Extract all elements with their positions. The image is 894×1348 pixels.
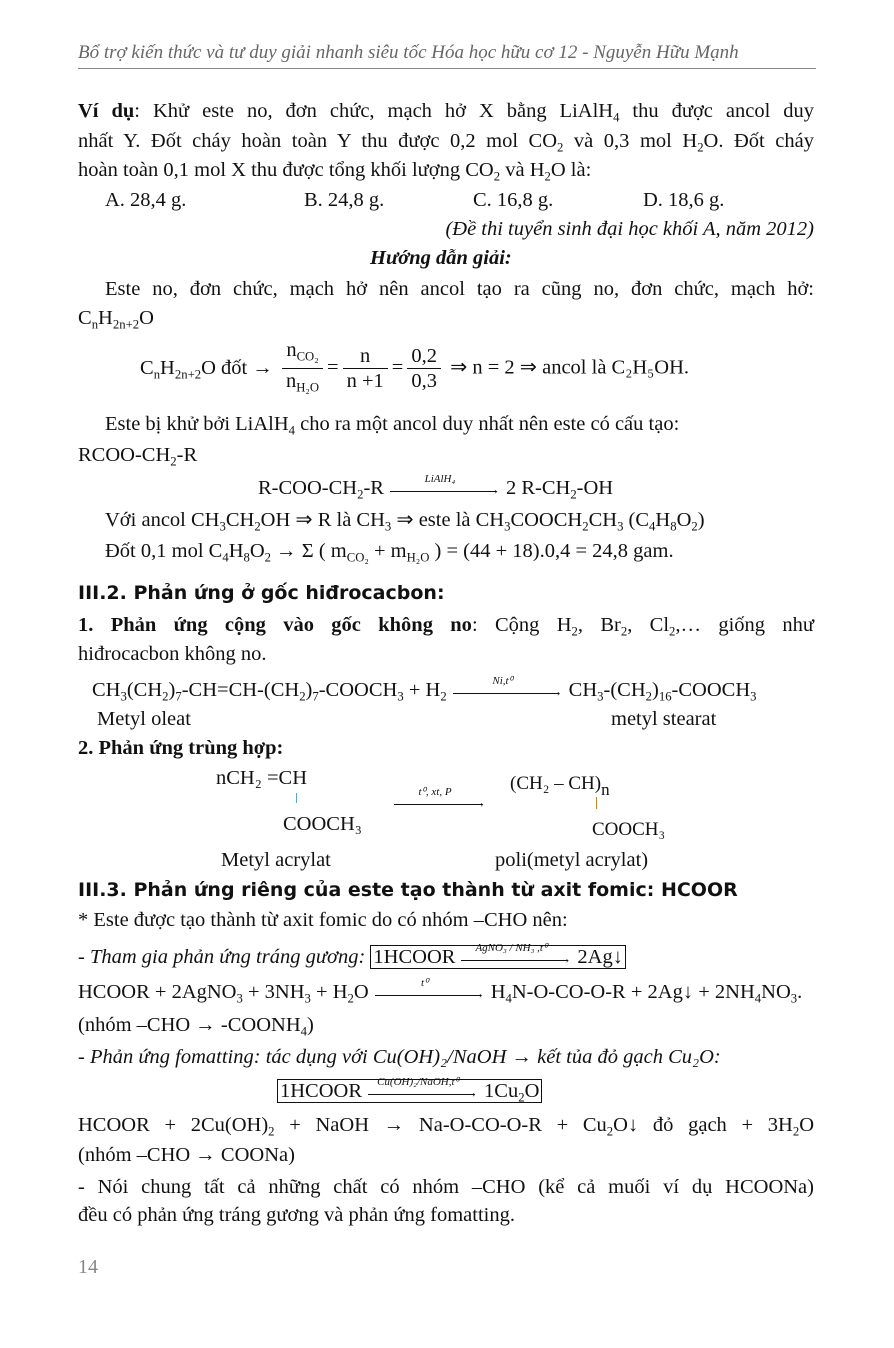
- text-run: n: [285, 370, 297, 393]
- text-run: O: [799, 1114, 814, 1136]
- text-run: 2: [645, 689, 653, 704]
- monomer-bond: [296, 793, 297, 803]
- text-run: ): [697, 509, 705, 531]
- text-run: n: [286, 339, 297, 361]
- text-run: O: [139, 307, 154, 329]
- text-run: O↓ đỏ gạch + 3H: [613, 1114, 793, 1136]
- text-run: H: [655, 509, 671, 531]
- text-run: 2Ag↓: [577, 946, 623, 968]
- text-run: ): [652, 679, 659, 701]
- s32-line-3: 2. Phản ứng trùng hợp:: [78, 737, 284, 759]
- fomatting-equation: [78, 1112, 814, 1144]
- text-run: 7: [175, 689, 182, 704]
- reaction-arrow: t⁰ →: [375, 982, 485, 1004]
- solution-para-2b: [78, 442, 197, 474]
- text-run: 1HCOOR: [373, 946, 456, 968]
- hydrogenation-equation: [92, 677, 757, 709]
- example-line-3: [78, 157, 591, 189]
- text-run: O: [249, 540, 265, 562]
- text-run: 2: [792, 1124, 800, 1139]
- text-run: 2n+2: [112, 317, 140, 332]
- fraction-prefix: [140, 356, 278, 382]
- text-run: -COOCH: [318, 679, 398, 701]
- text-run: RCOO-CH: [78, 444, 171, 466]
- text-run: 2: [357, 487, 364, 502]
- option-a: A. 28,4 g.: [105, 189, 187, 211]
- text-run: nhất Y. Đốt cháy hoàn toàn Y thu được 0,2 mol CO: [78, 130, 558, 152]
- text-run: n: [153, 367, 161, 382]
- text-run: hoàn toàn 0,1 mol X thu được tổng khối lượng CO: [78, 159, 494, 181]
- text-run: 2: [170, 454, 177, 469]
- monomer-top: nCH₂ =CH: [216, 767, 308, 789]
- text-run: C: [140, 356, 154, 379]
- text-run: 2: [264, 550, 272, 565]
- fraction-2-den: n +1: [346, 370, 384, 393]
- text-run: + NaOH → Na-O-CO-O-R + Cu: [274, 1114, 607, 1136]
- text-run: -COOCH: [671, 679, 751, 701]
- text-run: 2: [544, 169, 551, 184]
- s33-line-9: - Nói chung tất cả những chất có nhóm –CHO (kể cả muối ví dụ HCOONa): [78, 1176, 814, 1198]
- text-run: 4: [613, 110, 620, 125]
- monomer-bottom: COOCH₃: [283, 813, 362, 835]
- reaction-arrow: AgNO₃ / NH₃ ,t⁰ →: [461, 947, 571, 969]
- text-run: 2: [620, 624, 628, 639]
- text-run: : Khử este no, đơn chức, mạch hở X bằng LiAlH: [134, 100, 614, 122]
- text-run: 3: [304, 991, 311, 1006]
- text-run: 1Cu: [484, 1080, 519, 1102]
- text-run: , Br: [577, 614, 621, 636]
- text-run: 2: [493, 169, 501, 184]
- text-run: 2: [557, 140, 564, 155]
- text-run: 2: [518, 1090, 525, 1105]
- text-run: , Cl: [627, 614, 670, 636]
- text-run: C: [78, 307, 92, 329]
- text-run: n: [91, 317, 99, 332]
- text-run: 4: [649, 519, 656, 534]
- text-run: 2: [254, 519, 261, 534]
- text-run: 4: [222, 550, 229, 565]
- s33-line-8: (nhóm –CHO → COONa): [78, 1144, 295, 1166]
- text-run: -CH=CH-(CH: [181, 679, 300, 701]
- text-run: CH: [92, 679, 121, 701]
- text-run: 2: [440, 689, 447, 704]
- text-run: .: [797, 981, 803, 1003]
- section-III-2-title: III.2. Phản ứng ở gốc hiđrocacbon:: [78, 582, 445, 604]
- text-run: + m: [368, 540, 407, 562]
- text-run: NO: [761, 981, 791, 1003]
- text-run: 1HCOOR: [280, 1080, 363, 1102]
- text-run: + 3NH: [242, 981, 305, 1003]
- text-run: 2n+2: [174, 367, 202, 382]
- text-run: 3: [397, 689, 404, 704]
- text-run: ): [305, 679, 313, 701]
- solution-title: Hướng dẫn giải:: [370, 247, 512, 269]
- solution-para-1b: [78, 305, 154, 337]
- text-run: 4: [754, 991, 762, 1006]
- text-run: 2: [162, 689, 169, 704]
- text-run: CH: [568, 679, 598, 701]
- text-run: H₂O: [296, 380, 319, 395]
- polymer-n: n: [601, 779, 610, 799]
- text-run: 4: [505, 991, 512, 1006]
- reaction-arrow: LiAlH₄ →: [390, 478, 500, 500]
- silver-mirror-label: - Tham gia phản ứng tráng gương:: [78, 946, 371, 968]
- polymerization-arrow: t⁰, xt, P →: [388, 788, 492, 814]
- example-line-2: [78, 128, 814, 160]
- page-number: 14: [78, 1256, 98, 1278]
- text-run: 2: [669, 624, 676, 639]
- text-run: COOCH: [510, 509, 583, 531]
- text-run: 7: [312, 689, 319, 704]
- text-run: 3: [750, 689, 757, 704]
- polymer-unit: (CH₂ – CH): [510, 773, 602, 794]
- s33-line-5: - Phản ứng fomatting: tác dụng với Cu(OH)₂/NaOH → kết tủa đỏ gạch Cu₂O:: [78, 1046, 721, 1068]
- running-header: Bổ trợ kiến thức và tư duy giải nhanh siêu tốc Hóa học hữu cơ 12 - Nguyễn Hữu Mạnh: [78, 42, 816, 69]
- name-poli-metyl-acrylat: poli(metyl acrylat): [495, 849, 649, 871]
- text-run: ,… giống như: [675, 614, 815, 636]
- text-run: 4: [300, 1024, 308, 1039]
- fraction-equation: $C_nH_{2n+2}O$ đốt → $\frac{n_{CO_2}}{n_{H_2O}}$ = $\frac{n}{n +1}$ = $\frac{0,2}{0,3}$ ⇒ n = 2 ⇒ ancol là C₂H₅OH.: [140, 338, 689, 400]
- text-run: : Cộng H: [471, 614, 572, 636]
- fomatting-box-line: [277, 1078, 542, 1110]
- text-run: và H: [500, 159, 545, 181]
- text-run: H: [160, 356, 175, 379]
- polymer-top: [510, 771, 610, 803]
- section-III-3-title: III.3. Phản ứng riêng của este tạo thành từ axit fomic: HCOOR: [78, 879, 738, 901]
- text-run: hiđrocacbon không no.: [78, 643, 267, 665]
- text-run: Ví dụ: [78, 100, 135, 122]
- fraction-2: [343, 344, 388, 393]
- text-run: 2: [299, 689, 306, 704]
- text-run: ): [168, 679, 176, 701]
- text-run: 3: [597, 689, 604, 704]
- arrow-label: Cu(OH)₂/NaOH,t⁰: [377, 1076, 459, 1089]
- reaction-arrow: Ni,t⁰ →: [453, 680, 563, 702]
- text-run: Với ancol CH: [105, 509, 220, 531]
- option-b: B. 24,8 g.: [304, 189, 385, 211]
- text-run: ⇒ este là CH: [391, 509, 505, 531]
- text-run: 2 R-CH: [505, 477, 571, 499]
- text-run: -R: [176, 444, 198, 466]
- text-run: Este no, đơn chức, mạch hở nên ancol tạo ra cũng no, đơn chức, mạch hở:: [105, 278, 814, 300]
- reaction-arrow: Cu(OH)₂/NaOH,t⁰ →: [368, 1081, 478, 1103]
- name-metyl-stearat: metyl stearat: [611, 708, 717, 730]
- fraction-3: [407, 344, 441, 393]
- text-run: 4: [288, 423, 296, 438]
- text-run: H: [98, 307, 113, 329]
- text-run: + H: [403, 679, 441, 701]
- s32-line-2: [78, 641, 266, 667]
- text-run: H: [228, 540, 244, 562]
- text-run: O là:: [550, 159, 592, 181]
- fraction-1-num: [282, 338, 323, 369]
- arrow-label: LiAlH₄: [424, 473, 456, 486]
- text-run: ) = (44 + 18).0,4 = 24,8 gam.: [429, 540, 674, 562]
- text-run: và 0,3 mol H: [563, 130, 698, 152]
- text-run: O: [524, 1080, 540, 1102]
- exam-source: (Đề thi tuyển sinh đại học khối A, năm 2012): [445, 218, 814, 240]
- text-run: H₂O: [406, 550, 430, 565]
- s33-line-1: * Este được tạo thành từ axit fomic do có nhóm –CHO nên:: [78, 909, 568, 931]
- text-run: 8: [243, 550, 250, 565]
- name-metyl-oleat: Metyl oleat: [97, 708, 191, 730]
- text-run: thu được ancol duy: [619, 100, 814, 122]
- text-run: 3: [384, 519, 392, 534]
- text-run: -(CH: [603, 679, 646, 701]
- solution-para-3: [105, 507, 705, 539]
- fraction-3-num: 0,2: [407, 344, 441, 369]
- text-run: 3: [617, 519, 624, 534]
- text-run: 2: [570, 487, 577, 502]
- text-run: 3: [236, 991, 243, 1006]
- solution-para-2: [105, 411, 679, 443]
- text-run: -R: [363, 477, 384, 499]
- fraction-2-num: n: [343, 344, 388, 369]
- text-run: O: [676, 509, 692, 531]
- solution-para-4: [105, 538, 674, 570]
- s33-line-2: [78, 944, 626, 970]
- text-run: O đốt →: [201, 356, 278, 379]
- text-run: 3: [120, 689, 127, 704]
- text-run: R-COO-CH: [258, 477, 358, 499]
- text-run: 3: [790, 991, 798, 1006]
- text-run: 2: [347, 991, 354, 1006]
- text-run: O: [353, 981, 369, 1003]
- text-run: 2: [582, 519, 589, 534]
- fraction-3-den: 0,3: [411, 370, 437, 393]
- silver-mirror-box: [370, 942, 626, 969]
- text-run: OH ⇒ R là CH: [260, 509, 385, 531]
- option-d: D. 18,6 g.: [643, 189, 725, 211]
- text-run: -OH: [576, 477, 614, 499]
- reduction-equation: [258, 475, 613, 507]
- text-run: Este bị khử bởi LiAlH: [105, 413, 289, 435]
- silver-mirror-equation: [78, 979, 802, 1011]
- text-run: (C: [623, 509, 650, 531]
- text-run: ): [307, 1014, 314, 1036]
- text-run: CO₂: [296, 349, 319, 364]
- s33-line-4: [78, 1012, 314, 1044]
- text-run: (CH: [126, 679, 163, 701]
- text-run: 2: [268, 1124, 275, 1139]
- text-run: N-O-CO-O-R + 2Ag↓ + 2NH: [511, 981, 755, 1003]
- text-run: 16: [658, 689, 672, 704]
- text-run: 8: [670, 519, 677, 534]
- text-run: Đốt 0,1 mol C: [105, 540, 223, 562]
- arrow-label: AgNO₃ / NH₃ ,t⁰: [475, 942, 548, 955]
- text-run: → Σ ( m: [271, 540, 347, 562]
- s33-line-10: đều có phản ứng tráng gương và phản ứng fomatting.: [78, 1204, 515, 1226]
- text-run: 2: [691, 519, 698, 534]
- arrow-label: t⁰, xt, P: [418, 786, 452, 799]
- text-run: 2: [697, 140, 704, 155]
- text-run: 2: [606, 1124, 614, 1139]
- text-run: HCOOR + 2Cu(OH): [78, 1114, 269, 1136]
- fraction-result: ⇒ n = 2 ⇒ ancol là C₂H₅OH.: [450, 356, 690, 379]
- solution-para-1: [105, 276, 814, 302]
- text-run: O. Đốt cháy: [703, 130, 814, 152]
- text-run: CH: [225, 509, 255, 531]
- option-c: C. 16,8 g.: [473, 189, 554, 211]
- polymer-bond: [596, 797, 597, 809]
- fomatting-box: [277, 1076, 542, 1105]
- arrow-label: Ni,t⁰: [492, 675, 513, 688]
- example-line-1: [78, 98, 814, 130]
- text-run: 3: [504, 519, 511, 534]
- fraction-1: [282, 338, 323, 400]
- text-run: (nhóm –CHO → -COONH: [78, 1014, 301, 1036]
- name-metyl-acrylat: Metyl acrylat: [221, 849, 331, 871]
- arrow-label: t⁰: [420, 977, 429, 990]
- text-run: CH: [588, 509, 618, 531]
- text-run: HCOOR + 2AgNO: [78, 981, 237, 1003]
- text-run: 2: [571, 624, 578, 639]
- text-run: + H: [310, 981, 348, 1003]
- text-run: CO₂: [346, 550, 369, 565]
- s32-line-1: [78, 612, 814, 644]
- text-run: 1. Phản ứng cộng vào gốc không no: [78, 614, 472, 636]
- text-run: 3: [219, 519, 226, 534]
- text-run: H: [490, 981, 506, 1003]
- polymer-bottom: COOCH₃: [592, 819, 666, 840]
- fraction-1-den: [282, 369, 323, 399]
- text-run: cho ra một ancol duy nhất nên este có cấu tạo:: [295, 413, 680, 435]
